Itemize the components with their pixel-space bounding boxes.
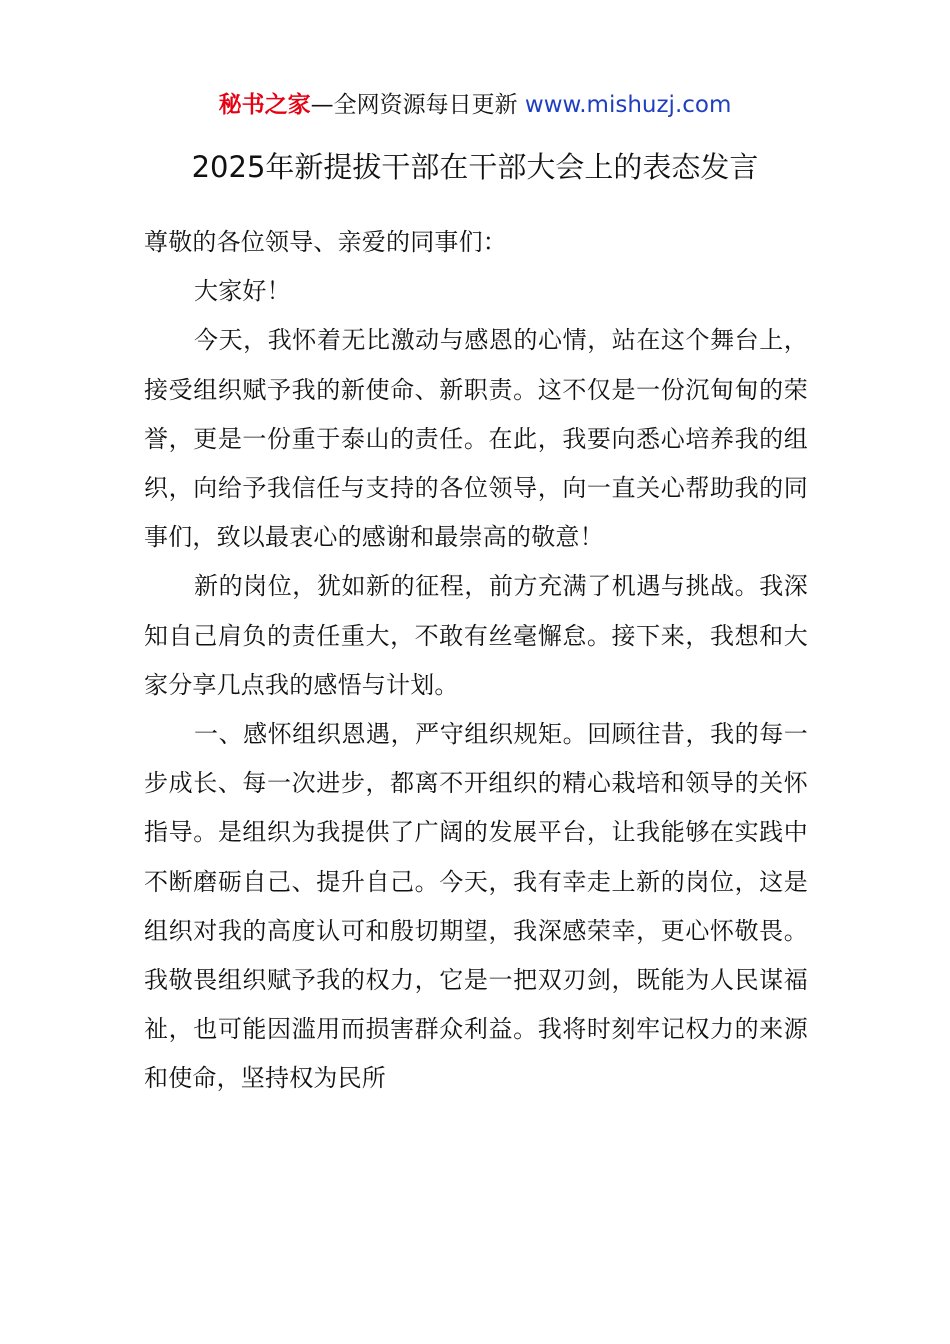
site-url-link[interactable]: www.mishuzj.com bbox=[524, 92, 732, 118]
document-body bbox=[144, 218, 808, 1104]
paragraph-point-one: 一、感怀组织恩遇，严守组织规矩。回顾往昔，我的每一步成长、每一次进步，都离不开组织的精心栽培和领导的关怀指导。是组织为我提供了广阔的发展平台，让我能够在实践中不断磨砺自己、提升自己。今天，我有幸走上新的岗位，这是组织对我的高度认可和殷切期望，我深感荣幸，更心怀敬畏。我敬畏组织赋予我的权力，它是一把双刃剑，既能为人民谋福祉，也可能因滥用而损害群众利益。我将时刻牢记权力的来源和使命，坚持权为民所 bbox=[144, 720, 808, 1093]
header-slogan: —全网资源每日更新 bbox=[310, 92, 525, 118]
site-header bbox=[0, 88, 950, 122]
paragraph-gratitude: 今天，我怀着无比激动与感恩的心情，站在这个舞台上，接受组织赋予我的新使命、新职责。这不仅是一份沉甸甸的荣誉，更是一份重于泰山的责任。在此，我要向悉心培养我的组织，向给予我信任与支持的各位领导，向一直关心帮助我的同事们，致以最衷心的感谢和最崇高的敬意！ bbox=[144, 326, 808, 552]
document-title: 2025年新提拔干部在干部大会上的表态发言 bbox=[191, 150, 759, 184]
salutation: 尊敬的各位领导、亲爱的同事们： bbox=[144, 228, 507, 256]
brand-name: 秘书之家 bbox=[218, 92, 311, 118]
paragraph-new-post: 新的岗位，犹如新的征程，前方充满了机遇与挑战。我深知自己肩负的责任重大，不敢有丝毫懈怠。接下来，我想和大家分享几点我的感悟与计划。 bbox=[144, 572, 808, 699]
paragraph-greeting: 大家好！ bbox=[194, 277, 291, 306]
